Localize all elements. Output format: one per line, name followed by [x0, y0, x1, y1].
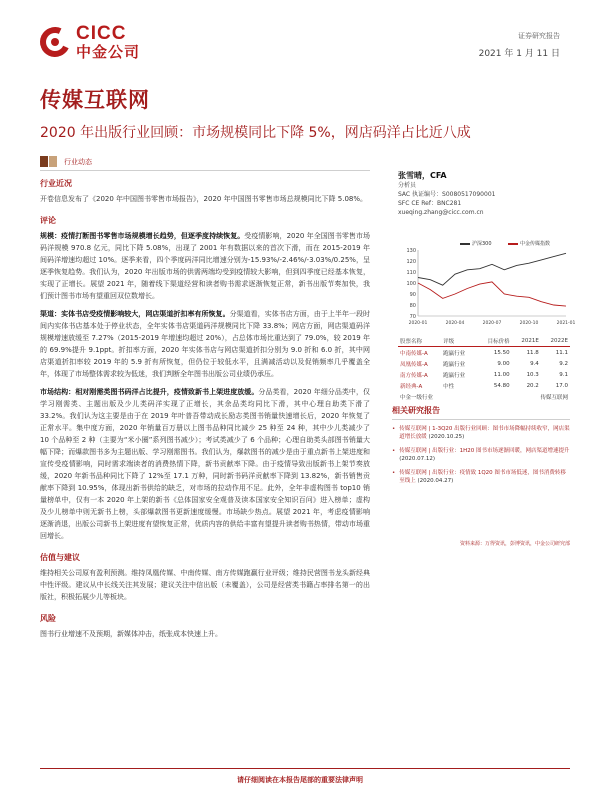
table-note-level: 中金一级行业 [400, 394, 434, 401]
data-source: 资料来源：万得资讯，彭博资讯，中金公司研究部 [459, 541, 570, 547]
report-tag [40, 156, 92, 167]
valuation-title: 估值与建议 [40, 553, 80, 562]
related-item[interactable] [392, 425, 570, 441]
p3-lead: 市场结构：相对刚需类图书码洋占比提升，疫情致新书上架进度放缓。 [40, 388, 259, 396]
th-2022e: 2022E [541, 336, 570, 347]
report-type: 证券研究报告 [518, 32, 560, 40]
stock-table [398, 336, 570, 402]
logo-cn: 中金公司 [76, 43, 141, 61]
stock-pe-2021: 20.2 [526, 382, 539, 389]
report-date: 2021 年 1 月 11 日 [478, 49, 560, 59]
risk-text: 图书行业增速不及预期，新媒体冲击，纸张成本快速上升。 [40, 630, 222, 638]
x-tick-label: 2020-10 [519, 321, 539, 326]
stock-name: 新经典-A [400, 383, 423, 390]
table-row [398, 358, 570, 369]
stock-target: 9.00 [497, 360, 510, 367]
stock-target: 15.50 [493, 349, 510, 356]
th-2021e: 2021E [512, 336, 541, 347]
stock-pe-2022: 11.1 [555, 349, 568, 356]
x-tick-label: 2020-07 [482, 321, 502, 326]
bullet-icon: • [392, 470, 396, 476]
report-headline: 2020 年出版行业回顾：市场规模同比下降 5%，网店码洋占比近八成 [40, 125, 471, 141]
related-title: 相关研究报告 [392, 405, 570, 420]
comment-paragraph-2 [40, 308, 370, 380]
x-tick-label: 2020-04 [445, 321, 465, 326]
related-item-text[interactable]: 传媒互联网 | 出版行业：疫情致 1Q20 图书市场低迷，图书消费转移至线上 [399, 470, 566, 484]
table-note-industry: 传媒互联网 [540, 394, 568, 401]
legal-footer: 请仔细阅读在本报告尾部的重要法律声明 [237, 776, 363, 784]
stock-rating: 中性 [443, 383, 455, 390]
p2-body: 分渠道看，实体书店方面，由于上半年一段时间内实体书店基本处于停业状态，全年实体书店渠道码洋规模同比下降 33.8%；网店方面，网店渠道码洋规模增速放缓至 7.27%（2015-2019 年增速均超过 20%），占总体市场比重达到了 79.0%，较 2019 年的 69.9%提升 9.1ppt。折扣率方面，2020 年实体书店与网店渠道折扣分别为 9.0 折和 6.0 折，其中网店渠道折扣率较 2019 年的 5.9 折有所恢复，但仍位于较低水平，且满减活动以及促销频率几乎覆盖全年，体现了市场整体需求较为低迷，我们判断全年图书出版公司业绩仍承压。 [40, 310, 371, 378]
y-tick-label: 70 [409, 314, 416, 320]
analyst-name: 张雪晴，CFA [398, 171, 447, 180]
valuation-text: 维持相关公司原有盈利预测。维持凤凰传媒、中南传媒、南方传媒跑赢行业评级；维持民营图书龙头新经典中性评级。建议从中长线关注其发展；建议关注中信出版（未覆盖），公司是经营类书籍占率排名第一的出版社，积极拓展少儿等板块。 [40, 569, 370, 601]
stock-target: 11.00 [493, 371, 510, 378]
stock-pe-2022: 9.2 [559, 360, 568, 367]
stock-pe-2022: 9.1 [559, 371, 568, 378]
stock-pe-2021: 9.4 [530, 360, 539, 367]
related-item-date: (2020.10.25) [428, 434, 465, 440]
related-item-text[interactable]: 传媒互联网 | 1-3Q20 出版行业回顾：图书市场降幅持续收窄，网店渠道增长放缓 [399, 426, 570, 440]
legend-csi300 [460, 240, 492, 247]
x-tick-label: 2021-01 [556, 321, 576, 326]
series-line-1 [418, 282, 566, 306]
stock-rating: 跑赢行业 [443, 350, 466, 357]
series-line-0 [418, 253, 566, 285]
x-tick-label: 2020-01 [408, 321, 428, 326]
stock-table-header [398, 336, 570, 347]
legend-swatch-industry [508, 243, 518, 245]
related-item-date: (2020.04.27) [417, 478, 454, 484]
cicc-logo-icon [40, 27, 70, 57]
y-tick-label: 110 [406, 270, 416, 276]
chart-svg [398, 238, 576, 330]
stock-rating: 跑赢行业 [443, 361, 466, 368]
overview-title: 行业近况 [40, 179, 72, 188]
stock-pe-2021: 11.8 [526, 349, 539, 356]
tag-block-dark [40, 156, 48, 167]
analyst-sfc: SFC CE Ref：BNC281 [398, 200, 462, 207]
table-note-row [398, 391, 570, 402]
cicc-logo [40, 24, 140, 60]
analyst-email[interactable]: xueqing.zhang@cicc.com.cn [398, 209, 484, 216]
stock-pe-2022: 17.0 [555, 382, 568, 389]
footer-divider [40, 768, 570, 769]
y-tick-label: 120 [406, 259, 416, 265]
p1-body: 受疫情影响，2020 年全国图书零售市场码洋规模 970.8 亿元，同比下降 5.08%，出现了 2001 年有数据以来的首次下滑，而在 2015-2019 年间码洋增速均超过 10%。逐季来看，四个季度码洋同比增速分别为-15.93%/-2.46%/-3.03%/0.25%，呈逐季恢复趋势。我们认为，2020 年出版市场的供需两端均受到疫情较大影响，但到四季度已经基本恢复，实现了正增长。展望 2021 年，随着线下渠道经营和读者购书需求逐渐恢复正常，新书出版节奏加快，我们预计图书市场有望重回双位数增长。 [40, 232, 371, 300]
p3-body: 分品类看，2020 年细分品类中，仅学习刚需类、主题出版及少儿类码洋实现了正增长，其余品类均同比下滑，其中心理自助类下滑了 33.2%。我们认为这主要是由于在 2019 年叶普吾带动成长励志类图书销量快速增长后，2020 年恢复了正常水平。集中度方面，2020 年销量百万册以上图书品种同比减少 25 种至 24 种，其中少儿类减少了 10 个品种至 2 种（主要为“米小圈”系列图书减少）；考试类减少了 6 个品种；心理自助类头部图书销量大幅下降；而爆款图书多为主题出版、学习刚需图书。我们认为，爆款图书的减少是由于重点新书上架进度和宣传受疫情影响，同时需求端读者的消费热情下降，新书贡献率下降。由于疫情导致出版新书上架节奏放缓，2020 年新书品种同比下降了 12%至 17.1 万种，同时新书码洋贡献率下降到 13.82%，新书销售贡献率下降到 10.95%，体现出新书供给的缺乏，对市场的拉动作用不足。此外，全年非虚构图书 top10 销量榜单中，仅有一本 2020 年上架的新书《总体国家安全观普及读本国家安全知识百问》进入榜单；虚构及少儿榜单中则无新书上榜，头部爆款图书更新速度缓慢。市场缺少热点。展望 2021 年，考虑疫情影响逐渐消退，出版公司新书上架进度有望恢复正常，优质内容的供给丰富有望提升读者购书热情，带动市场重回增长。 [40, 388, 371, 540]
analyst-role: 分析员 [398, 182, 417, 189]
legend-industry [508, 240, 550, 247]
related-item-date: (2020.07.12) [399, 456, 436, 462]
y-tick-label: 80 [409, 303, 416, 309]
stock-name: 凤凰传媒-A [400, 361, 428, 368]
related-item[interactable] [392, 469, 570, 485]
p2-lead: 渠道：实体书店受疫情影响较大，网店渠道折扣率有所恢复。 [40, 310, 230, 318]
tag-block-light [49, 156, 57, 167]
stock-name: 南方传媒-A [400, 372, 428, 379]
index-chart [398, 238, 576, 330]
bullet-icon: • [392, 426, 396, 432]
comment-paragraph-1 [40, 230, 370, 302]
p1-lead: 规模：疫情打断图书零售市场规模增长趋势，但逐季度持续恢复。 [40, 232, 245, 240]
industry-title: 传媒互联网 [40, 87, 150, 112]
stock-rating: 跑赢行业 [443, 372, 466, 379]
table-row [398, 380, 570, 391]
y-tick-label: 100 [406, 281, 416, 287]
logo-en: CICC [76, 23, 127, 44]
comment-title: 评论 [40, 216, 56, 225]
th-target: 目标价格 [476, 336, 511, 347]
th-rating: 评级 [441, 336, 476, 347]
legend-label-industry: 中金传媒指数 [520, 241, 551, 247]
stock-pe-2021: 10.3 [526, 371, 539, 378]
tag-label: 行业动态 [64, 157, 92, 166]
overview-text: 开卷信息发布了《2020 年中国图书零售市场报告》，2020 年中国图书零售市场总规模同比下降 5.08%。 [40, 195, 368, 203]
analyst-sac: SAC 执证编号：S0080517090001 [398, 191, 496, 198]
table-row [398, 369, 570, 380]
risk-title: 风险 [40, 614, 56, 623]
legend-swatch-csi300 [460, 243, 470, 245]
comment-paragraph-3 [40, 386, 370, 542]
bullet-icon: • [392, 448, 396, 454]
related-item-text[interactable]: 传媒互联网 | 出版行业：1H20 图书市场逐渐回暖，网店渠道增速提升 [399, 448, 570, 454]
divider [40, 170, 370, 171]
table-row [398, 347, 570, 359]
th-stock: 股票名称 [398, 336, 441, 347]
stock-target: 54.80 [493, 382, 510, 389]
analyst-block [398, 170, 568, 217]
y-tick-label: 130 [406, 248, 416, 254]
main-column [40, 178, 370, 640]
related-reports [392, 405, 570, 491]
related-item[interactable] [392, 447, 570, 463]
legend-label-csi300: 沪深300 [472, 241, 492, 247]
y-tick-label: 90 [409, 292, 416, 298]
stock-name: 中南传媒-A [400, 350, 428, 357]
